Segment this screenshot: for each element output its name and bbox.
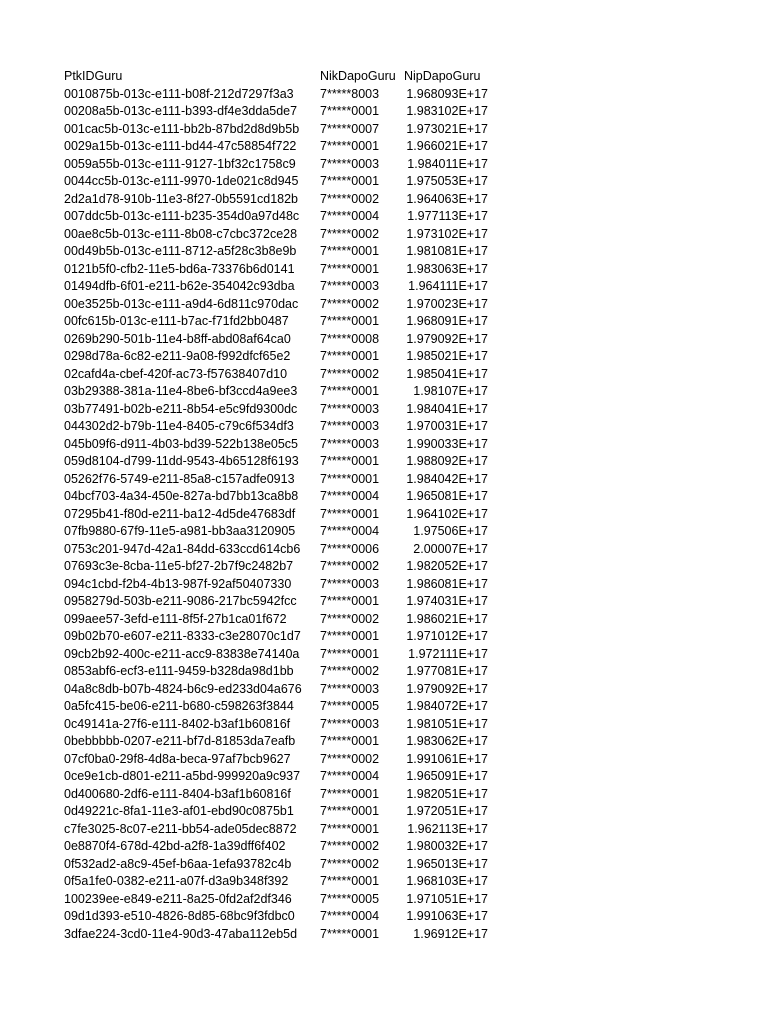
column-header-nikdapoguru: NikDapoGuru — [320, 69, 396, 83]
table-row — [64, 261, 504, 279]
cell-nikdapoguru: 7*****0002 — [320, 856, 380, 871]
table-row — [64, 138, 504, 156]
data-table — [64, 68, 504, 943]
cell-ptkidguru: 09b02b70-e607-e211-8333-c3e28070c1d7 — [64, 629, 301, 643]
cell-ptkidguru: 01494dfb-6f01-e211-b62e-354042c93dba — [64, 279, 295, 293]
table-row — [64, 681, 504, 699]
cell-ptkidguru: 3dfae224-3cd0-11e4-90d3-47aba112eb5d — [64, 926, 298, 941]
table-row — [64, 488, 504, 506]
cell-nikdapoguru: 7*****0003 — [320, 716, 380, 731]
cell-nikdapoguru: 7*****0001 — [320, 506, 380, 521]
table-body — [64, 86, 504, 944]
cell-nikdapoguru: 7*****0003 — [320, 436, 380, 451]
cell-nipdapoguru: 1.984042E+17 — [406, 471, 488, 486]
table-row — [64, 331, 504, 349]
cell-nipdapoguru: 1.986021E+17 — [406, 611, 488, 626]
cell-nikdapoguru: 7*****0001 — [320, 786, 380, 801]
cell-nipdapoguru: 1.97506E+17 — [413, 524, 488, 538]
cell-nipdapoguru: 1.981051E+17 — [406, 716, 488, 731]
cell-nipdapoguru: 1.980032E+17 — [406, 839, 488, 853]
cell-ptkidguru: 0ce9e1cb-d801-e211-a5bd-999920a9c937 — [64, 769, 301, 783]
cell-ptkidguru: 07295b41-f80d-e211-ba12-4d5de47683df — [64, 506, 296, 521]
cell-nikdapoguru: 7*****0001 — [320, 104, 380, 118]
cell-nipdapoguru: 1.972051E+17 — [406, 804, 488, 818]
cell-nikdapoguru: 7*****0008 — [320, 331, 380, 346]
cell-nipdapoguru: 1.991061E+17 — [406, 751, 488, 766]
table-row — [64, 751, 504, 769]
cell-nikdapoguru: 7*****0003 — [320, 156, 380, 171]
cell-nipdapoguru: 1.966021E+17 — [406, 139, 488, 153]
cell-nipdapoguru: 1.968093E+17 — [406, 86, 488, 101]
cell-nipdapoguru: 1.971051E+17 — [406, 891, 488, 906]
cell-ptkidguru: 0c49141a-27f6-e111-8402-b3af1b60816f — [64, 716, 291, 731]
cell-nikdapoguru: 7*****0001 — [320, 244, 380, 258]
table-row — [64, 628, 504, 646]
cell-nikdapoguru: 7*****0001 — [320, 139, 380, 153]
cell-nikdapoguru: 7*****0001 — [320, 926, 380, 941]
cell-ptkidguru: 09cb2b92-400c-e211-acc9-83838e74140a — [64, 646, 300, 661]
cell-nikdapoguru: 7*****0004 — [320, 909, 380, 923]
cell-nipdapoguru: 1.984011E+17 — [407, 156, 488, 171]
table-row — [64, 523, 504, 541]
cell-nipdapoguru: 1.964111E+17 — [408, 279, 488, 293]
cell-nipdapoguru: 1.964063E+17 — [406, 191, 488, 206]
cell-nipdapoguru: 1.975053E+17 — [406, 174, 488, 188]
cell-nipdapoguru: 1.968103E+17 — [406, 874, 488, 888]
cell-nipdapoguru: 1.977113E+17 — [407, 209, 488, 223]
table-row — [64, 646, 504, 664]
table-row — [64, 856, 504, 874]
cell-nikdapoguru: 7*****0003 — [320, 401, 380, 416]
cell-nipdapoguru: 1.965091E+17 — [406, 769, 488, 783]
cell-nipdapoguru: 1.973021E+17 — [406, 121, 488, 136]
cell-ptkidguru: 0f5a1fe0-0382-e211-a07f-d3a9b348f392 — [64, 874, 289, 888]
table-row — [64, 838, 504, 856]
cell-ptkidguru: 04a8c8db-b07b-4824-b6c9-ed233d04a676 — [64, 681, 302, 696]
cell-ptkidguru: 007ddc5b-013c-e111-b235-354d0a97d48c — [64, 209, 300, 223]
cell-nipdapoguru: 1.982052E+17 — [406, 559, 488, 573]
cell-nipdapoguru: 1.984072E+17 — [406, 699, 488, 713]
cell-ptkidguru: 099aee57-3efd-e111-8f5f-27b1ca01f672 — [64, 611, 287, 626]
cell-ptkidguru: 07fb9880-67f9-11e5-a981-bb3aa3120905 — [64, 524, 296, 538]
cell-nipdapoguru: 1.96912E+17 — [413, 926, 488, 941]
cell-ptkidguru: 0d49221c-8fa1-11e3-af01-ebd90c0875b1 — [64, 804, 294, 818]
table-row — [64, 611, 504, 629]
cell-nikdapoguru: 7*****0001 — [320, 629, 380, 643]
cell-nikdapoguru: 7*****0001 — [320, 454, 380, 468]
table-row — [64, 243, 504, 261]
cell-ptkidguru: 100239ee-e849-e211-8a25-0fd2af2df346 — [64, 891, 292, 906]
cell-ptkidguru: 09d1d393-e510-4826-8d85-68bc9f3fdbc0 — [64, 909, 295, 923]
cell-nipdapoguru: 1.983062E+17 — [406, 734, 488, 748]
cell-nikdapoguru: 7*****0001 — [320, 646, 380, 661]
cell-nikdapoguru: 7*****0004 — [320, 524, 380, 538]
table-row — [64, 191, 504, 209]
cell-nikdapoguru: 7*****0001 — [320, 174, 380, 188]
cell-ptkidguru: 0a5fc415-be06-e211-b680-c598263f3844 — [64, 699, 294, 713]
table-row — [64, 558, 504, 576]
cell-nipdapoguru: 1.985041E+17 — [406, 366, 488, 381]
cell-nikdapoguru: 7*****0001 — [320, 821, 380, 836]
cell-nipdapoguru: 1.973102E+17 — [406, 226, 488, 241]
table-row — [64, 803, 504, 821]
table-row — [64, 121, 504, 139]
cell-nikdapoguru: 7*****0002 — [320, 559, 380, 573]
table-row — [64, 506, 504, 524]
table-row — [64, 348, 504, 366]
cell-nikdapoguru: 7*****0001 — [320, 874, 380, 888]
cell-nipdapoguru: 1.986081E+17 — [406, 576, 488, 591]
table-row — [64, 401, 504, 419]
cell-ptkidguru: 00ae8c5b-013c-e111-8b08-c7cbc372ce28 — [64, 226, 298, 241]
table-row — [64, 173, 504, 191]
cell-nipdapoguru: 1.965013E+17 — [406, 856, 488, 871]
cell-nipdapoguru: 1.972111E+17 — [408, 646, 488, 661]
cell-nikdapoguru: 7*****0002 — [320, 611, 380, 626]
cell-nipdapoguru: 1.991063E+17 — [406, 909, 488, 923]
cell-nipdapoguru: 1.974031E+17 — [406, 594, 488, 608]
table-row — [64, 821, 504, 839]
cell-nikdapoguru: 7*****0001 — [320, 804, 380, 818]
cell-nikdapoguru: 7*****0001 — [320, 471, 380, 486]
cell-nipdapoguru: 1.977081E+17 — [406, 664, 488, 678]
table-row — [64, 278, 504, 296]
cell-nipdapoguru: 1.983063E+17 — [406, 261, 488, 276]
cell-nikdapoguru: 7*****0006 — [320, 541, 380, 556]
cell-nikdapoguru: 7*****0003 — [320, 279, 380, 293]
cell-nikdapoguru: 7*****0004 — [320, 769, 380, 783]
cell-ptkidguru: 00e3525b-013c-e111-a9d4-6d811c970dac — [64, 296, 299, 311]
cell-nipdapoguru: 1.965081E+17 — [406, 489, 488, 503]
cell-ptkidguru: 0059a55b-013c-e111-9127-1bf32c1758c9 — [64, 156, 296, 171]
cell-nipdapoguru: 1.984041E+17 — [406, 401, 488, 416]
table-row — [64, 383, 504, 401]
cell-nipdapoguru: 1.979092E+17 — [406, 681, 488, 696]
cell-nikdapoguru: 7*****0001 — [320, 594, 380, 608]
table-row — [64, 366, 504, 384]
cell-nikdapoguru: 7*****0001 — [320, 734, 380, 748]
cell-nikdapoguru: 7*****0003 — [320, 419, 380, 433]
table-row — [64, 541, 504, 559]
cell-nikdapoguru: 7*****0003 — [320, 681, 380, 696]
cell-nikdapoguru: 7*****0002 — [320, 366, 380, 381]
cell-ptkidguru: 0958279d-503b-e211-9086-217bc5942fcc — [64, 594, 297, 608]
cell-ptkidguru: 0044cc5b-013c-e111-9970-1de021c8d945 — [64, 174, 299, 188]
table-row — [64, 208, 504, 226]
table-row — [64, 103, 504, 121]
cell-nikdapoguru: 7*****0004 — [320, 489, 380, 503]
cell-ptkidguru: 0853abf6-ecf3-e111-9459-b328da98d1bb — [64, 664, 294, 678]
table-header-row — [64, 68, 504, 86]
cell-nikdapoguru: 7*****0002 — [320, 664, 380, 678]
cell-ptkidguru: 04bcf703-4a34-450e-827a-bd7bb13ca8b8 — [64, 489, 299, 503]
cell-nikdapoguru: 7*****0002 — [320, 296, 380, 311]
table-row — [64, 768, 504, 786]
cell-nipdapoguru: 1.979092E+17 — [406, 331, 488, 346]
cell-nipdapoguru: 1.983102E+17 — [406, 104, 488, 118]
cell-nipdapoguru: 1.985021E+17 — [406, 349, 488, 363]
table-row — [64, 296, 504, 314]
cell-ptkidguru: 045b09f6-d911-4b03-bd39-522b138e05c5 — [64, 436, 299, 451]
cell-nikdapoguru: 7*****0001 — [320, 314, 380, 328]
table-row — [64, 86, 504, 104]
cell-nikdapoguru: 7*****0007 — [320, 121, 380, 136]
cell-ptkidguru: 03b77491-b02b-e211-8b54-e5c9fd9300dc — [64, 401, 298, 416]
cell-nikdapoguru: 7*****0005 — [320, 891, 380, 906]
column-header-nipdapoguru: NipDapoGuru — [404, 69, 481, 83]
table-row — [64, 716, 504, 734]
cell-nipdapoguru: 1.964102E+17 — [406, 506, 488, 521]
table-row — [64, 891, 504, 909]
cell-nikdapoguru: 7*****0005 — [320, 699, 380, 713]
table-row — [64, 698, 504, 716]
column-header-ptkidguru: PtkIDGuru — [64, 69, 123, 83]
cell-ptkidguru: 0bebbbbb-0207-e211-bf7d-81853da7eafb — [64, 734, 296, 748]
cell-nipdapoguru: 1.968091E+17 — [406, 314, 488, 328]
cell-nipdapoguru: 1.971012E+17 — [406, 629, 488, 643]
cell-nikdapoguru: 7*****0002 — [320, 191, 380, 206]
cell-ptkidguru: 001cac5b-013c-e111-bb2b-87bd2d8d9b5b — [64, 121, 300, 136]
cell-ptkidguru: c7fe3025-8c07-e211-bb54-ade05dec8872 — [64, 821, 297, 836]
cell-ptkidguru: 044302d2-b79b-11e4-8405-c79c6f534df3 — [64, 419, 294, 433]
table-row — [64, 908, 504, 926]
table-row — [64, 593, 504, 611]
table-row — [64, 873, 504, 891]
table-row — [64, 733, 504, 751]
cell-nikdapoguru: 7*****8003 — [320, 86, 380, 101]
cell-ptkidguru: 00fc615b-013c-e111-b7ac-f71fd2bb0487 — [64, 314, 289, 328]
cell-nipdapoguru: 1.982051E+17 — [406, 786, 488, 801]
cell-nipdapoguru: 1.962113E+17 — [407, 821, 488, 836]
cell-ptkidguru: 094c1cbd-f2b4-4b13-987f-92af50407330 — [64, 576, 292, 591]
table-row — [64, 663, 504, 681]
table-row — [64, 436, 504, 454]
cell-nikdapoguru: 7*****0002 — [320, 226, 380, 241]
cell-ptkidguru: 00d49b5b-013c-e111-8712-a5f28c3b8e9b — [64, 244, 297, 258]
cell-ptkidguru: 07693c3e-8cba-11e5-bf27-2b7f9c2482b7 — [64, 559, 294, 573]
cell-nipdapoguru: 2.00007E+17 — [413, 541, 488, 556]
cell-nipdapoguru: 1.988092E+17 — [406, 454, 488, 468]
table-row — [64, 576, 504, 594]
table-row — [64, 418, 504, 436]
cell-ptkidguru: 0e8870f4-678d-42bd-a2f8-1a39dff6f402 — [64, 839, 286, 853]
cell-ptkidguru: 0d400680-2df6-e111-8404-b3af1b60816f — [64, 786, 291, 801]
table-row — [64, 313, 504, 331]
cell-nipdapoguru: 1.98107E+17 — [413, 384, 488, 398]
cell-ptkidguru: 0298d78a-6c82-e211-9a08-f992dfcf65e2 — [64, 349, 291, 363]
cell-ptkidguru: 0753c201-947d-42a1-84dd-633ccd614cb6 — [64, 541, 301, 556]
cell-ptkidguru: 059d8104-d799-11dd-9543-4b65128f6193 — [64, 454, 299, 468]
cell-nikdapoguru: 7*****0002 — [320, 751, 380, 766]
table-row — [64, 786, 504, 804]
cell-ptkidguru: 03b29388-381a-11e4-8be6-bf3ccd4a9ee3 — [64, 384, 298, 398]
cell-nikdapoguru: 7*****0001 — [320, 261, 380, 276]
cell-nipdapoguru: 1.970023E+17 — [406, 296, 488, 311]
cell-nipdapoguru: 1.981081E+17 — [406, 244, 488, 258]
cell-ptkidguru: 0f532ad2-a8c9-45ef-b6aa-1efa93782c4b — [64, 856, 292, 871]
cell-ptkidguru: 05262f76-5749-e211-85a8-c157adfe0913 — [64, 471, 295, 486]
table-row — [64, 226, 504, 244]
cell-nipdapoguru: 1.970031E+17 — [406, 419, 488, 433]
cell-ptkidguru: 0010875b-013c-e111-b08f-212d7297f3a3 — [64, 86, 294, 101]
cell-nikdapoguru: 7*****0001 — [320, 349, 380, 363]
cell-nikdapoguru: 7*****0002 — [320, 839, 380, 853]
cell-ptkidguru: 07cf0ba0-29f8-4d8a-beca-97af7bcb9627 — [64, 751, 291, 766]
cell-nipdapoguru: 1.990033E+17 — [406, 436, 488, 451]
cell-nikdapoguru: 7*****0001 — [320, 384, 380, 398]
cell-ptkidguru: 00208a5b-013c-e111-b393-df4e3dda5de7 — [64, 104, 298, 118]
cell-ptkidguru: 0029a15b-013c-e111-bd44-47c58854f722 — [64, 139, 297, 153]
table-row — [64, 156, 504, 174]
cell-nikdapoguru: 7*****0003 — [320, 576, 380, 591]
cell-nikdapoguru: 7*****0004 — [320, 209, 380, 223]
table-row — [64, 453, 504, 471]
cell-ptkidguru: 02cafd4a-cbef-420f-ac73-f57638407d10 — [64, 366, 288, 381]
cell-ptkidguru: 2d2a1d78-910b-11e3-8f27-0b5591cd182b — [64, 191, 299, 206]
cell-ptkidguru: 0121b5f0-cfb2-11e5-bd6a-73376b6d0141 — [64, 261, 295, 276]
table-row — [64, 926, 504, 944]
cell-ptkidguru: 0269b290-501b-11e4-b8ff-abd08af64ca0 — [64, 331, 291, 346]
table-row — [64, 471, 504, 489]
